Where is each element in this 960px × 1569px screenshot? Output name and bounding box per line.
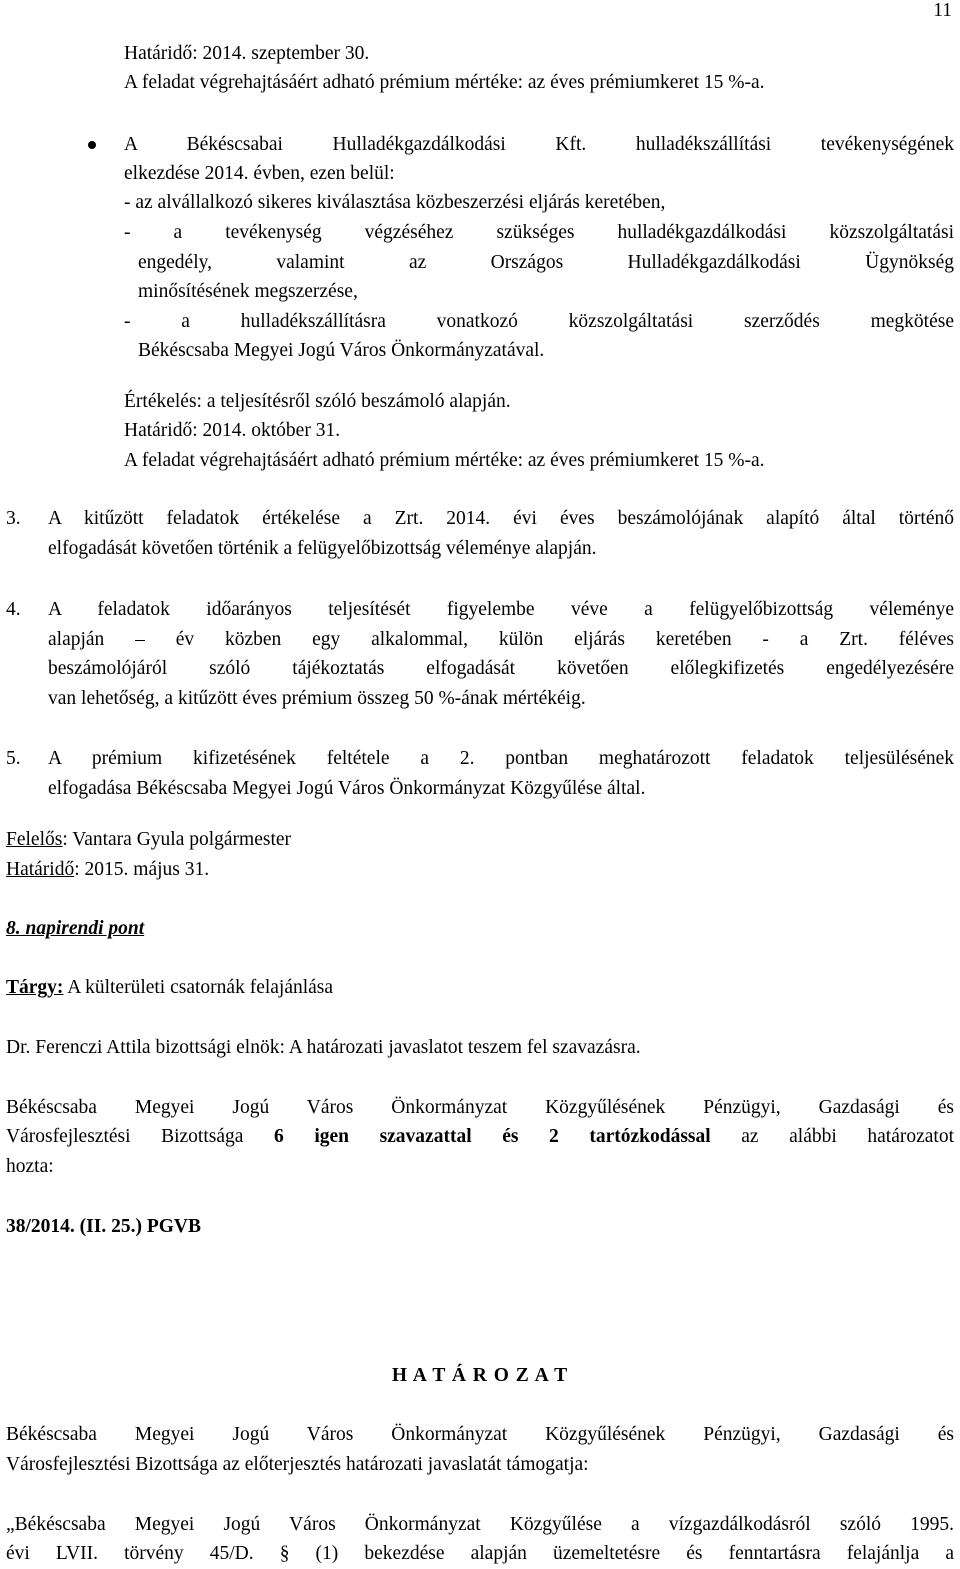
item-4-line-4: van lehetőség, a kitűzött éves prémium összeg 50 %-ának mértékéig. [48, 688, 586, 709]
item-4-number: 4. [6, 599, 21, 620]
final-deadline-line [6, 855, 219, 884]
responsible-line [6, 825, 291, 854]
sub-item-3-line-2: Békéscsaba Megyei Jogú Város Önkormányzatával. [138, 340, 545, 361]
chair-statement: Dr. Ferenczi Attila bizottsági elnök: A határozati javaslatot teszem fel szavazásra. [6, 1037, 641, 1058]
final-deadline-label: Határidő [6, 859, 75, 880]
resolution-number: 38/2014. (II. 25.) PGVB [6, 1216, 201, 1237]
bullet-line-1: A Békéscsabai Hulladékgazdálkodási Kft. hulladékszállítási tevékenységének [124, 134, 954, 155]
item-5-number: 5. [6, 748, 21, 769]
subject-value: A külterületi csatornák felajánlása [63, 977, 334, 998]
item-3-number: 3. [6, 508, 21, 529]
vote-line-2 [6, 1122, 954, 1151]
resolution-line-2: Városfejlesztési Bizottsága az előterjesztés határozati javaslatát támogatja: [6, 1454, 589, 1475]
agenda-heading: 8. napirendi pont [6, 918, 145, 939]
resolution-line-1: Békéscsaba Megyei Jogú Város Önkormányzat Közgyűlésének Pénzügyi, Gazdasági és [6, 1424, 954, 1445]
bullet-dot [88, 141, 96, 149]
final-deadline-value: : 2015. május 31. [74, 859, 219, 880]
sub-item-2-line-1: - a tevékenység végzéséhez szükséges hulladékgazdálkodási közszolgáltatási [124, 222, 954, 243]
item-4-line-3: beszámolójáról szóló tájékoztatás elfogadását követően előlegkifizetés engedélyezésére [48, 658, 954, 679]
deadline-line: Határidő: 2014. szeptember 30. [124, 43, 370, 64]
sub-item-1: - az alvállalkozó sikeres kiválasztása közbeszerzési eljárás keretében, [124, 192, 666, 213]
item-4-line-1: A feladatok időarányos teljesítését figyelembe véve a felügyelőbizottság véleménye [48, 599, 954, 620]
sub-item-2-line-3: minősítésének megszerzése, [138, 281, 358, 302]
vote-line-2-end: az alábbi határozatot [710, 1126, 954, 1147]
sub-item-3-line-1: - a hulladékszállításra vonatkozó közszolgáltatási szerződés megkötése [124, 311, 954, 332]
responsible-value: : Vantara Gyula polgármester [62, 829, 292, 850]
quote-line-2: évi LVII. törvény 45/D. § (1) bekezdése alapján üzemeltetésre és fenntartásra felajánlja a [6, 1543, 954, 1564]
vote-line-1: Békéscsaba Megyei Jogú Város Önkormányzat Közgyűlésének Pénzügyi, Gazdasági és [6, 1097, 954, 1118]
resolution-title: H A T Á R O Z A T [391, 1365, 569, 1386]
page-number: 11 [933, 0, 952, 21]
sub-item-2-line-2: engedély, valamint az Országos Hulladékgazdálkodási Ügynökség [138, 252, 954, 273]
vote-line-3: hozta: [6, 1156, 54, 1177]
bullet-line-2: elkezdése 2014. évben, ezen belül: [124, 163, 395, 184]
vote-count: 6 igen szavazattal és 2 tartózkodással [274, 1126, 711, 1147]
item-4-line-2: alapján – év közben egy alkalommal, külön eljárás keretében - a Zrt. féléves [48, 629, 954, 650]
evaluation-line: Értékelés: a teljesítésről szóló beszámoló alapján. [124, 391, 511, 412]
responsible-label: Felelős [6, 829, 63, 850]
item-5-line-1: A prémium kifizetésének feltétele a 2. pontban meghatározott feladatok teljesülésének [48, 748, 954, 769]
item-3-line-2: elfogadását követően történik a felügyelőbizottság véleménye alapján. [48, 538, 597, 559]
item-5-line-2: elfogadása Békéscsaba Megyei Jogú Város Önkormányzat Közgyűlése által. [48, 778, 646, 799]
bullet-premium-line: A feladat végrehajtásáért adható prémium mértéke: az éves prémiumkeret 15 %-a. [124, 450, 765, 471]
subject-line [6, 973, 333, 1002]
premium-line: A feladat végrehajtásáért adható prémium mértéke: az éves prémiumkeret 15 %-a. [124, 72, 765, 93]
bullet-deadline-line: Határidő: 2014. október 31. [124, 420, 341, 441]
item-3-line-1: A kitűzött feladatok értékelése a Zrt. 2014. évi éves beszámolójának alapító által történő [48, 508, 954, 529]
subject-label: Tárgy: [6, 977, 64, 998]
vote-line-2-start: Városfejlesztési Bizottsága [6, 1126, 274, 1147]
quote-line-1: „Békéscsaba Megyei Jogú Város Önkormányzat Közgyűlése a vízgazdálkodásról szóló 1995. [6, 1514, 954, 1535]
